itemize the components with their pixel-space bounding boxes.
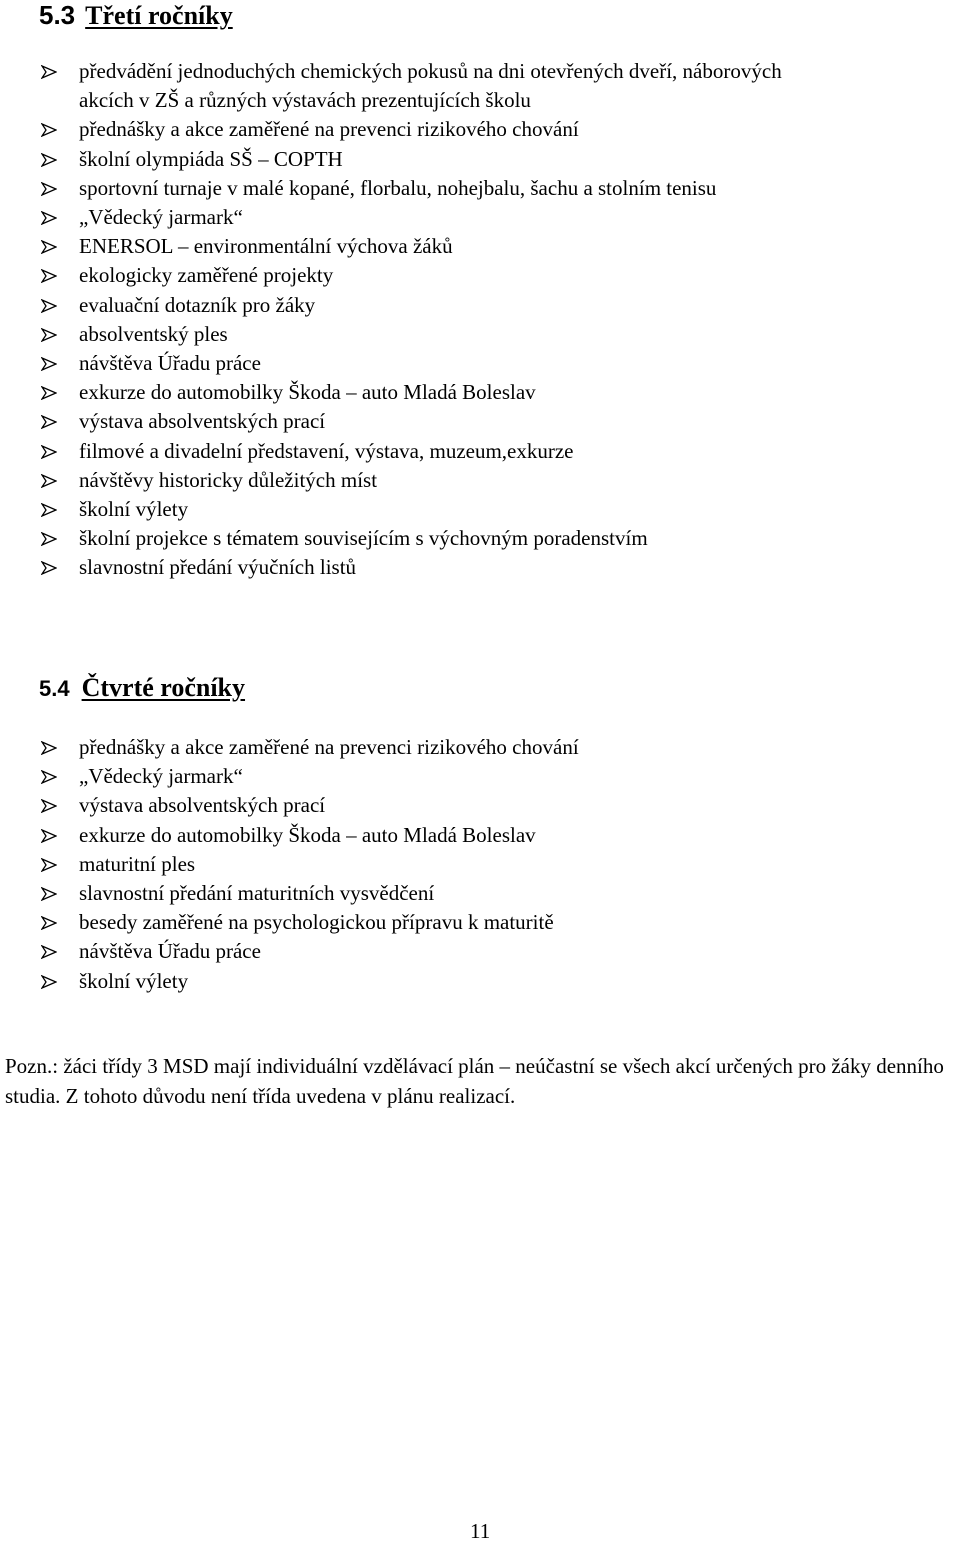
arrowhead-bullet-icon bbox=[41, 182, 57, 196]
list-item-text: předvádění jednoduchých chemických pokusů na dni otevřených dveří, náborových bbox=[79, 59, 782, 83]
list-item-text: návštěva Úřadu práce bbox=[79, 351, 261, 376]
list-item-text: ekologicky zaměřené projekty bbox=[79, 263, 334, 288]
arrowhead-bullet-icon bbox=[41, 503, 57, 517]
section-number: 5.3 bbox=[39, 0, 76, 30]
list-item-text: sportovní turnaje v malé kopané, florbalu, nohejbalu, šachu a stolním tenisu bbox=[79, 175, 717, 200]
list-item-text: návštěva Úřadu práce bbox=[79, 939, 261, 964]
list-item bbox=[0, 115, 950, 144]
list-item-continuation bbox=[0, 86, 950, 115]
list-item bbox=[0, 320, 950, 349]
list-item-text: akcích v ZŠ a různých výstavách prezentujících školu bbox=[79, 88, 531, 113]
arrowhead-bullet-icon bbox=[41, 357, 57, 371]
list-item bbox=[0, 145, 950, 174]
list-item bbox=[0, 437, 950, 466]
list-item bbox=[0, 174, 950, 203]
arrowhead-bullet-icon bbox=[41, 858, 57, 872]
arrowhead-bullet-icon bbox=[41, 532, 57, 546]
arrowhead-bullet-icon bbox=[41, 153, 57, 167]
list-item-text: filmové a divadelní představení, výstava, muzeum,exkurze bbox=[79, 438, 574, 463]
list-item-text: absolventský ples bbox=[79, 321, 228, 346]
arrowhead-bullet-icon bbox=[41, 240, 57, 254]
arrowhead-bullet-icon bbox=[41, 799, 57, 813]
list-item bbox=[0, 908, 950, 937]
section-heading-5-3 bbox=[39, 0, 233, 31]
section-title: Třetí ročníky bbox=[85, 1, 233, 30]
list-item bbox=[0, 879, 950, 908]
list-item bbox=[0, 261, 950, 290]
list-item-text: výstava absolventských prací bbox=[79, 409, 326, 434]
arrowhead-bullet-icon bbox=[41, 887, 57, 901]
list-item bbox=[0, 821, 950, 850]
list-item bbox=[0, 553, 950, 582]
arrowhead-bullet-icon bbox=[41, 474, 57, 488]
list-item-text: slavnostní předání výučních listů bbox=[79, 555, 357, 580]
list-item-text: školní výlety bbox=[79, 497, 189, 522]
third-year-activity-list bbox=[0, 57, 950, 583]
list-item bbox=[0, 466, 950, 495]
arrowhead-bullet-icon bbox=[41, 916, 57, 930]
list-item-text: exkurze do automobilky Škoda – auto Mladá Boleslav bbox=[79, 822, 536, 847]
arrowhead-bullet-icon bbox=[41, 561, 57, 575]
arrowhead-bullet-icon bbox=[41, 975, 57, 989]
list-item bbox=[0, 349, 950, 378]
list-item-text: besedy zaměřené na psychologickou přípravu k maturitě bbox=[79, 910, 554, 935]
list-item-text: maturitní ples bbox=[79, 851, 196, 876]
list-item-text: školní olympiáda SŠ – COPTH bbox=[79, 146, 343, 171]
list-item-text: přednášky a akce zaměřené na prevenci rizikového chování bbox=[79, 735, 579, 759]
arrowhead-bullet-icon bbox=[41, 945, 57, 959]
list-item-text: školní projekce s tématem souvisejícím s výchovným poradenstvím bbox=[79, 526, 648, 551]
list-item-text: exkurze do automobilky Škoda – auto Mladá Boleslav bbox=[79, 380, 536, 405]
list-item-text: evaluační dotazník pro žáky bbox=[79, 292, 316, 317]
arrowhead-bullet-icon bbox=[41, 829, 57, 843]
list-item bbox=[0, 524, 950, 553]
arrowhead-bullet-icon bbox=[41, 299, 57, 313]
list-item bbox=[0, 232, 950, 261]
list-item-text: „Vědecký jarmark“ bbox=[79, 205, 243, 230]
note-paragraph: Pozn.: žáci třídy 3 MSD mají individuální vzdělávací plán – neúčastní se všech akcí určených pro žáky denního studia. Z tohoto důvodu není třída uvedena v plánu realizací. bbox=[5, 1054, 944, 1108]
list-item bbox=[0, 495, 950, 524]
list-item bbox=[0, 967, 950, 996]
arrowhead-bullet-icon bbox=[41, 770, 57, 784]
list-item-text: školní výlety bbox=[79, 968, 189, 993]
list-item-text: slavnostní předání maturitních vysvědčení bbox=[79, 881, 435, 906]
section-title: Čtvrté ročníky bbox=[81, 673, 246, 702]
list-item bbox=[0, 57, 950, 86]
list-item bbox=[0, 291, 950, 320]
section-number: 5.4 bbox=[39, 676, 70, 701]
arrowhead-bullet-icon bbox=[41, 415, 57, 429]
arrowhead-bullet-icon bbox=[41, 123, 57, 137]
list-item-text: výstava absolventských prací bbox=[79, 793, 326, 818]
list-item-text: ENERSOL – environmentální výchova žáků bbox=[79, 234, 453, 259]
list-item-text: návštěvy historicky důležitých míst bbox=[79, 467, 378, 492]
arrowhead-bullet-icon bbox=[41, 211, 57, 225]
list-item bbox=[0, 937, 950, 966]
arrowhead-bullet-icon bbox=[41, 328, 57, 342]
list-item bbox=[0, 791, 950, 820]
arrowhead-bullet-icon bbox=[41, 445, 57, 459]
page-number: 11 bbox=[470, 1519, 491, 1543]
arrowhead-bullet-icon bbox=[41, 65, 57, 79]
list-item bbox=[0, 733, 950, 762]
arrowhead-bullet-icon bbox=[41, 269, 57, 283]
arrowhead-bullet-icon bbox=[41, 386, 57, 400]
list-item-text: „Vědecký jarmark“ bbox=[79, 764, 243, 789]
list-item bbox=[0, 378, 950, 407]
list-item bbox=[0, 203, 950, 232]
list-item bbox=[0, 850, 950, 879]
section-heading-5-4 bbox=[39, 673, 245, 704]
list-item-text: přednášky a akce zaměřené na prevenci rizikového chování bbox=[79, 117, 579, 142]
list-item bbox=[0, 762, 950, 791]
list-item bbox=[0, 407, 950, 436]
fourth-year-activity-list bbox=[0, 733, 950, 996]
arrowhead-bullet-icon bbox=[41, 741, 57, 755]
